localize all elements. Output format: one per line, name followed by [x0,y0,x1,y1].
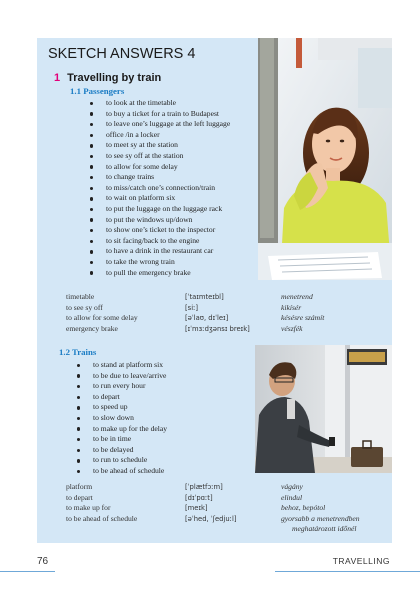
vocab-translation: behoz, bepótol [281,503,326,513]
train-photo [255,345,392,473]
list-item: to be in time [77,434,247,445]
list-item: to show one’s ticket to the inspector [90,225,260,236]
list-item: to pull the emergency brake [90,268,260,279]
list-item: to buy a ticket for a train to Budapest [90,109,260,120]
list-item: to run every hour [77,381,247,392]
vocab-term: to depart [66,492,93,502]
list-item: to speed up [77,402,247,413]
vocab-term: emergency brake [66,323,118,333]
subheading-trains: 1.2 Trains [59,347,97,357]
list-item: to depart [77,392,247,403]
vocab-pronunciation: [meɪk] [185,504,208,513]
list-item: to wait on platform six [90,193,260,204]
vocab-term: platform [66,482,93,491]
vocab-term: to make up for [66,503,111,513]
vocab-translation: vágány [281,482,303,491]
list-item: to make up for the delay [77,424,247,435]
list-item: to have a drink in the restaurant car [90,246,260,257]
vocab-translation: késésre számít [281,313,325,323]
footer-rule-left [0,571,55,572]
vocab-translation: vészfék [281,323,303,333]
passenger-photo [258,38,392,280]
list-item: to be ahead of schedule [77,466,247,477]
running-head: TRAVELLING [332,556,390,566]
vocab-pronunciation: [ˈplætfɔːm] [185,483,223,491]
vocab-pronunciation: [ˈtaɪmteɪbl] [185,293,224,301]
vocab-term: to see sy off [66,302,103,312]
trains-list [77,360,247,477]
passengers-list [90,98,260,278]
list-item: to change trains [90,172,260,183]
section-number: 1 [54,72,61,84]
page-title: SKETCH ANSWERS 4 [48,46,196,62]
list-item: to look at the timetable [90,98,260,109]
list-item: to be due to leave/arrive [77,371,247,382]
vocab-translation: meghatározott időnél [292,524,357,534]
vocab-pronunciation: [əˈhed, ˈʃedjuːl] [185,514,237,523]
list-item: to put the luggage on the luggage rack [90,204,260,215]
list-item: to be delayed [77,445,247,456]
list-item: to stand at platform six [77,360,247,371]
subheading-passengers: 1.1 Passengers [70,86,125,96]
list-item: to leave one’s luggage at the left luggage [90,119,260,130]
vocab-translation: menetrend [281,292,313,301]
page-number: 76 [37,556,49,567]
list-item: office /in a locker [90,130,260,141]
vocab-pronunciation: [ɪˈmɜːdʒənsɪ breɪk] [185,324,250,333]
list-item: to run to schedule [77,455,247,466]
vocab-pronunciation: [əˈlaʊ, dɪˈleɪ] [185,314,229,323]
vocab-term: to be ahead of schedule [66,513,138,523]
vocab-translation: gyorsabb a menetrendben [281,513,360,523]
list-item: to allow for some delay [90,162,260,173]
list-item: to put the windows up/down [90,215,260,226]
section-heading [54,72,161,84]
list-item: to meet sy at the station [90,140,260,151]
list-item: to sit facing/back to the engine [90,236,260,247]
vocab-pronunciation: [dɪˈpɑːt] [185,493,213,502]
vocab-pronunciation: [siː] [185,303,199,312]
vocab-translation: elindul [281,492,303,502]
list-item: to see sy off at the station [90,151,260,162]
list-item: to take the wrong train [90,257,260,268]
vocab-translation: kikísér [281,302,302,312]
list-item: to miss/catch one’s connection/train [90,183,260,194]
vocab-term: timetable [66,292,95,301]
footer-rule-right [275,571,420,572]
vocab-term: to allow for some delay [66,313,138,323]
section-title: Travelling by train [67,72,162,84]
list-item: to slow down [77,413,247,424]
